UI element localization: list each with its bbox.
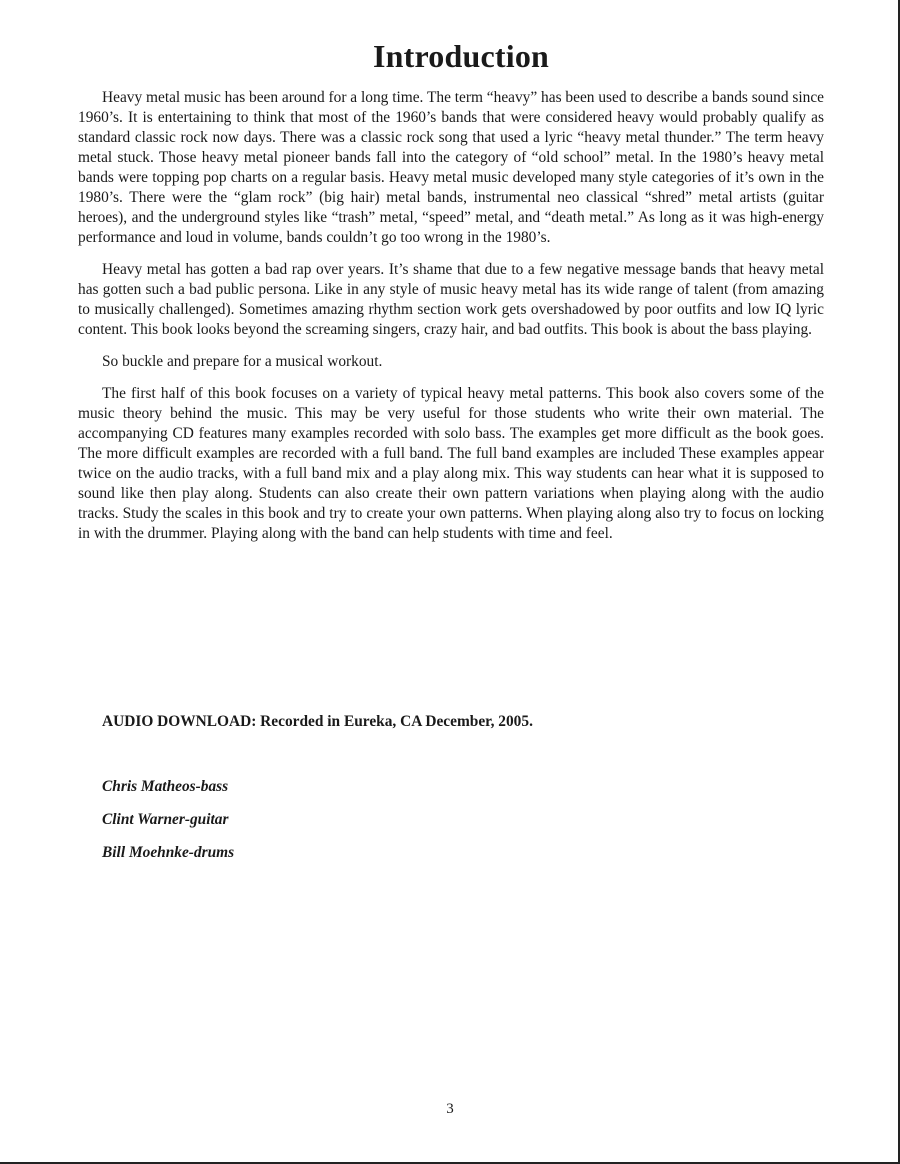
paragraph-book-overview: The first half of this book focuses on a variety of typical heavy metal patterns. This book also covers some of the music theory behind the music. This may be very useful for those students who write their own material. The accompanying CD features many examples recorded with solo bass. The examples get more difficult as the book goes. The more difficult examples are recorded with a full band. The full band examples are included These examples appear twice on the audio tracks, with a full band mix and a play along mix. This way students can hear what it is supposed to sound like then play along. Students can also create their own pattern variations when playing along with the audio tracks. Study the scales in this book and try to create your own patterns. When playing along also try to focus on locking in with the drummer. Playing along with the band can help students with time and feel. xyxy=(78,385,824,542)
paragraph-history: Heavy metal music has been around for a long time. The term “heavy” has been used to describe a bands sound since 1960’s. It is entertaining to think that most of the 1960’s bands that were considered heavy would probably qualify as standard classic rock now days. There was a classic rock song that used a lyric “heavy metal thunder.” The term heavy metal stuck. Those heavy metal pioneer bands fall into the category of “old school” metal. In the 1980’s heavy metal bands were topping pop charts on a regular basis. Heavy metal music developed many style categories of it’s own in the 1980’s. There were the “glam rock” (big hair) metal bands, instrumental neo classical “shred” metal artists (guitar heroes), and the underground styles like “trash” metal, “speed” metal, and “death metal.” As long as it was high-energy performance and loud in volume, bands couldn’t go too wrong in the 1980’s. xyxy=(78,89,824,246)
credits-list xyxy=(102,777,234,876)
audio-download-note: AUDIO DOWNLOAD: Recorded in Eureka, CA December, 2005. xyxy=(102,713,533,730)
page-number: 3 xyxy=(446,1101,454,1117)
credit-drums: Bill Moehnke-drums xyxy=(102,844,235,861)
credit-bass: Chris Matheos-bass xyxy=(102,778,229,795)
credit-guitar: Clint Warner-guitar xyxy=(102,811,229,828)
intro-body xyxy=(78,88,824,556)
paragraph-workout: So buckle and prepare for a musical workout. xyxy=(102,353,383,370)
paragraph-reputation: Heavy metal has gotten a bad rap over years. It’s shame that due to a few negative message bands that heavy metal has gotten such a bad public persona. Like in any style of music heavy metal has its wide range of talent (from amazing to musically challenged). Sometimes amazing rhythm section work gets overshadowed by poor outfits and low IQ lyric content. This book looks beyond the screaming singers, crazy hair, and bad outfits. This book is about the bass playing. xyxy=(78,261,824,338)
page-title: Introduction xyxy=(372,38,550,74)
